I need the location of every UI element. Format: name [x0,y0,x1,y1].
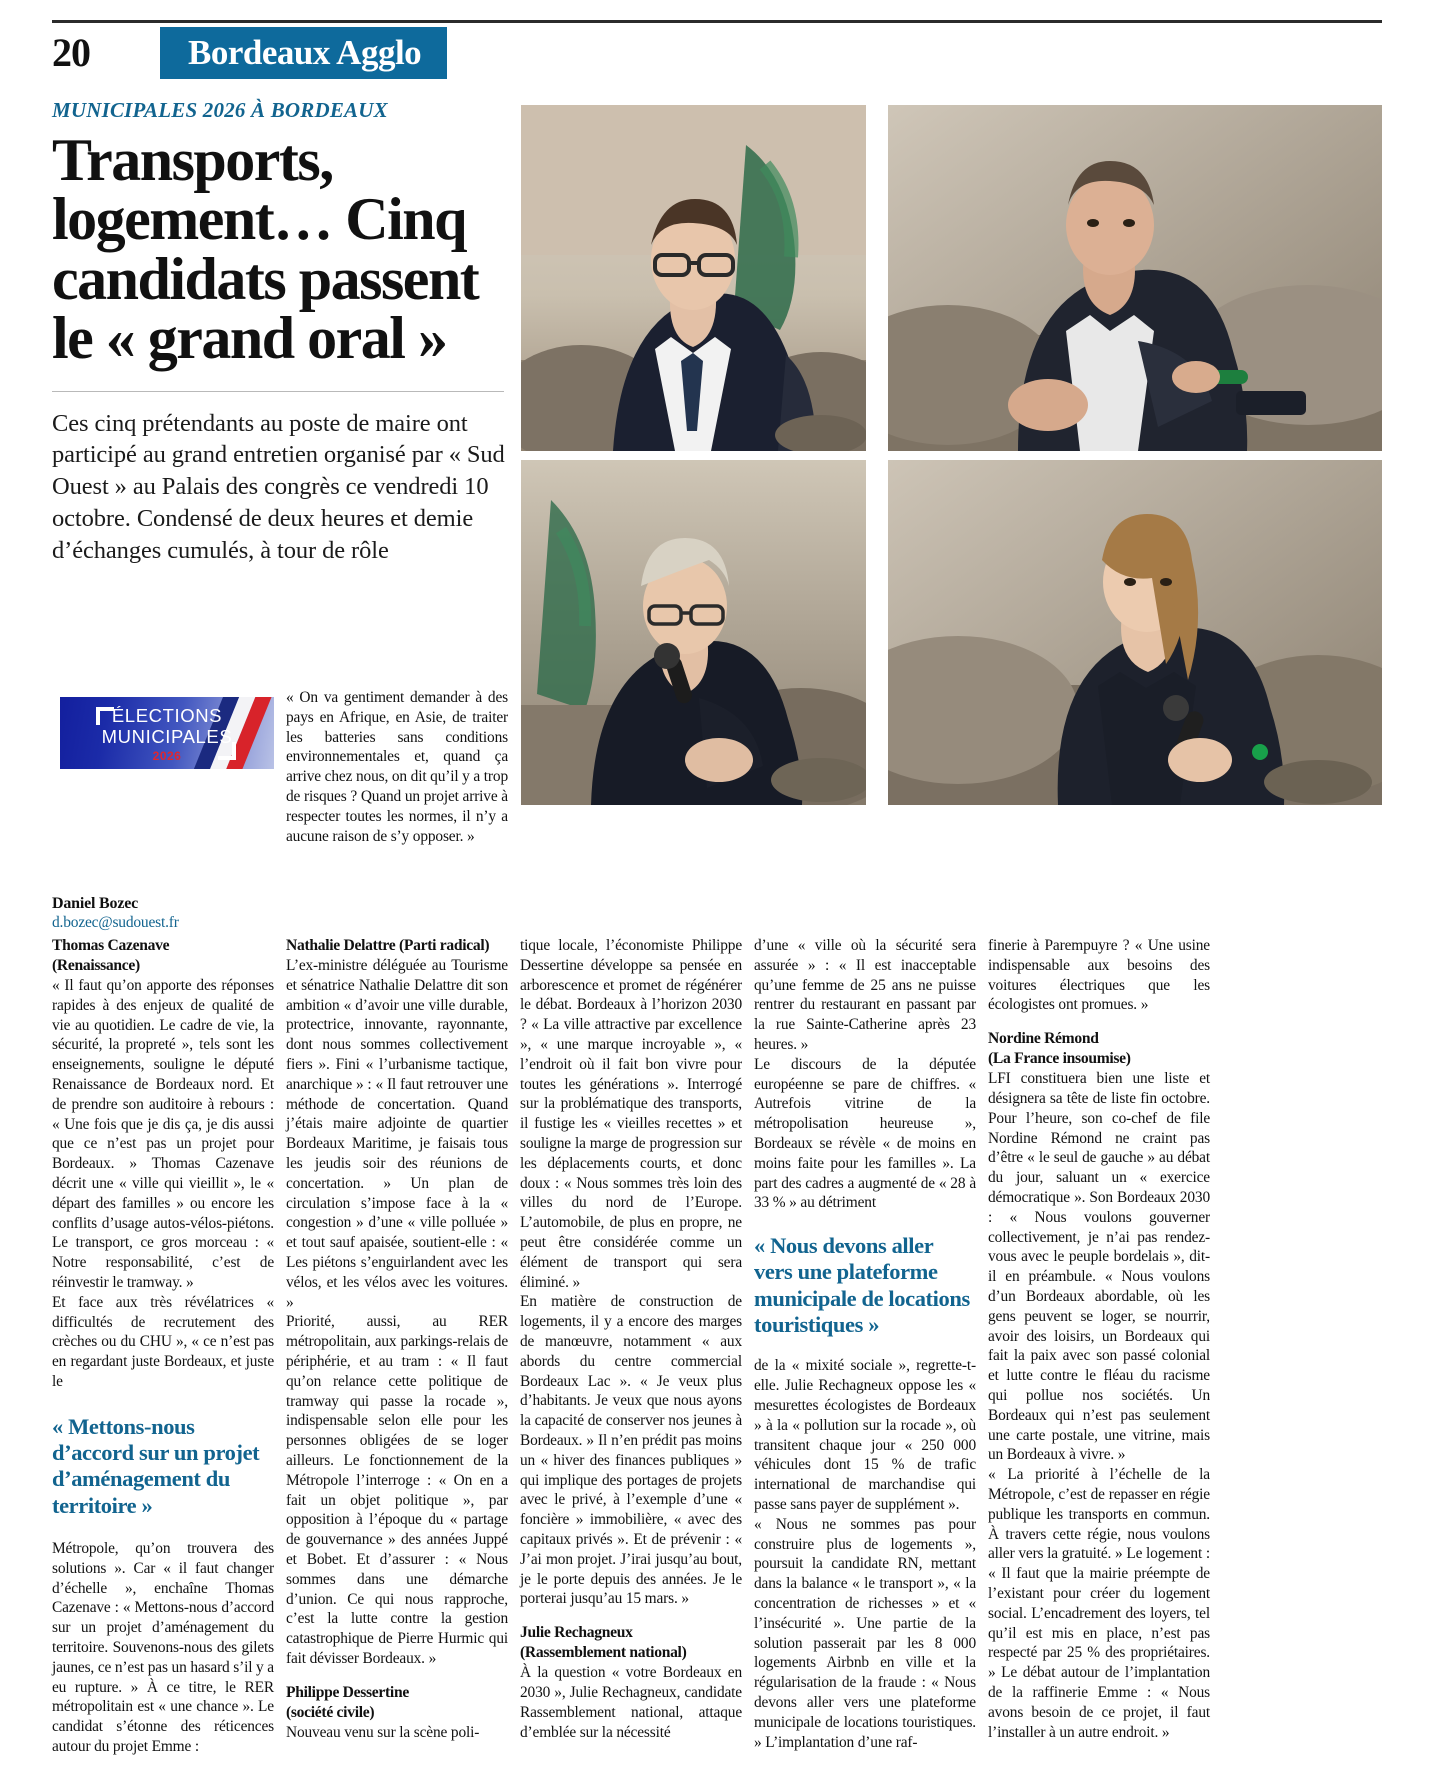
paragraph: « Il faut qu’on apporte des réponses rapides à des enjeux de qualité de vie au quotidien. Le cadre de vie, la sécurité, la propreté », tels sont les enseignements, souligne le député Renaissance de Bordeaux nord. Et de prendre son auditoire à rebours : « Une fois que je dis ça, je dis aussi que ce n’est pas un projet pour Bordeaux. » Thomas Cazenave décrit une « ville qui vieillit », le « départ des familles » ou encore les conflits d’usage autos-vélos-piétons. Le transport, ce gros morceau : « Notre responsabilité, c’est de réinvestir le tramway. » [52,977,274,1291]
speaker-party: (Rassemblement national) [520,1644,687,1662]
headline-divider [52,391,504,392]
paragraph: finerie à Parempuyre ? « Une usine indispensable aux besoins des voitures électriques que les écologistes ont promues. » [988,937,1210,1014]
paragraph: « Nous ne sommes pas pour construire plus de logements », poursuit la candidate RN, mettant dans la balance « le transport », « la concentration de richesses » et « l’insécurité ». Une partie de la solution passerait par les 8 000 logements Airbnb en ville et la régularisation de la fraude : « Nous devons aller vers une plateforme municipale de locations touristiques. » L’implantation d’une raf- [754,1515,976,1751]
speaker-party: (société civile) [286,1703,375,1721]
photo-candidate-3 [521,460,866,805]
elections-logo [60,697,274,769]
pull-quote: « Nous devons aller vers une plateforme municipale de locations touristiques » [754,1233,970,1338]
paragraph: En matière de construction de logements, il y a encore des marges de manœuvre, notamment « aux abords du centre commercial Bordeaux Lac ». « Je veux plus d’habitants. Je veux que nous ayons la capacité de conserver nos jeunes à Bordeaux. » Il n’en prédit pas moins un « hiver des finances publiques » qui implique des portages de projets avec le privé, à l’exemple d’une « foncière » immobilière, « avec des capitaux privés ». Et de prévenir : « J’ai mon projet. J’irai jusqu’au bout, je le porte depuis des années. Je le porterai jusqu’au 15 mars. » [520,1293,742,1608]
logo-year: 2026 [152,749,182,764]
section-badge: Bordeaux Agglo [160,27,447,79]
paragraph: Métropole, qu’on trouvera des solutions ». Car « il faut changer d’échelle », enchaîne Thomas Cazenave : « Mettons-nous d’accord sur un projet d’aménagement du territoire. Souvenons-nous des gilets jaunes, ce n’est pas un hasard s’il y a eu rupture. » À ce titre, le RER métropolitain est « une chance ». Le candidat s’étonne des réticences autour du projet Emme : [52,1540,274,1755]
paragraph: Et face aux très révélatrices « difficultés de recrutement des crèches ou du CHU », « ce n’est pas en regardant juste Bordeaux, et juste le [52,1293,274,1390]
photo-candidate-4 [888,460,1382,805]
byline [52,895,282,932]
article-body [52,936,1382,1755]
author-email[interactable]: d.bozec@sudouest.fr [52,914,179,931]
article-kicker: MUNICIPALES 2026 À BORDEAUX [52,98,388,122]
masthead [52,20,1382,79]
speaker-name: Nordine Rémond [988,1030,1099,1048]
paragraph-spacer [988,1015,1210,1029]
paragraph: L’ex-ministre déléguée au Tourisme et sénatrice Nathalie Delattre dit son ambition « d’avoir une ville durable, protectrice, innovante, rayonnante, dont nous sommes collectivement fiers ». Fini « l’urbanisme tactique, anarchique » : « Il faut retrouver une méthode de concertation. Quand j’étais maire adjointe de quartier Bordeaux Maritime, je faisais tous les jeudis soir des réunions de concertation. » Un plan de circulation s’impose face à la « congestion » d’une « ville polluée » et tout sauf apaisée, soutient-elle : « Les piétons s’enguirlandent avec les vélos, et les vélos avec les voitures. » [286,957,508,1311]
photo-candidate-1 [521,105,866,451]
intro-quote: « On va gentiment demander à des pays en Afrique, en Asie, de traiter les batteries sans conditions environnementales et, quand ça arrive chez nous, on dit qu’il y a trop de risques ? Quand un projet arrive à respecter toutes les normes, il n’y a aucune raison de s’y opposer. » [286,689,508,845]
headline-block [52,98,514,567]
paragraph: de la « mixité sociale », regrette-t-elle. Julie Rechagneux oppose les « mesurettes écologistes de Bordeaux » à la « pollution sur la rocade », où transitent chaque jour « 250 000 véhicules dont 15 % de trafic international de marchandise qui passe sans payer de supplément ». [754,1357,976,1513]
paragraph: tique locale, l’économiste Philippe Dessertine développe sa pensée en arborescence et promet de régénérer le débat. Bordeaux à l’horizon 2030 ? « La ville attractive par excellence », « une marque incroyable », « l’endroit où il fait bon vivre pour toutes les générations ». Interrogé sur la problématique des transports, il fustige les « vieilles recettes » et souligne la marge de progression sur les déplacements courts, et donc doux : « Nous sommes très loin des villes du nord de l’Europe. L’automobile, de plus en propre, ne peut être considérée comme un élément de transport qui sera éliminé. » [520,937,742,1291]
speaker-name: Nathalie Delattre (Parti radical) [286,937,490,954]
page-number: 20 [52,30,90,75]
article-standfirst: Ces cinq prétendants au poste de maire ont participé au grand entretien organisé par « Sud Ouest » au Palais des congrès ce vendredi 10 octobre. Condensé de deux heures et demie d’échanges cumulés, à tour de rôle [52,409,505,564]
speaker-party: (La France insoumise) [988,1050,1131,1068]
column-3 [520,936,742,1742]
logo-line-2: MUNICIPALES [101,725,233,747]
page-title: Transports, logement… Cinq candidats passent le « grand oral » [52,127,479,372]
photo-grid [521,105,1382,805]
author-name: Daniel Bozec [52,895,139,912]
pull-quote: « Mettons-nous d’accord sur un projet d’aménagement du territoire » [52,1413,260,1518]
masthead-rule [52,20,1382,23]
speaker-name: Thomas Cazenave [52,937,170,954]
column-2 [286,936,508,1743]
paragraph-spacer [286,1669,508,1683]
speaker-party: (Renaissance) [52,957,140,975]
paragraph: Nouveau venu sur la scène poli- [286,1723,480,1741]
paragraph: « La priorité à l’échelle de la Métropole, c’est de repasser en régie publique les transports en commun. À travers cette régie, nous voulons aller vers la gratuité. » Le logement : « Il faut que la mairie préempte de l’existant pour créer du logement social. L’encadrement des loyers, tel qu’il est mis en place, n’est pas respecté par 25 % des propriétaires. » Le débat autour de l’implantation de la raffinerie Emme : « Nous avons besoin de ce projet, il faut l’installer à un autre endroit. » [988,1466,1210,1741]
column-5 [988,936,1210,1742]
logo-line-1: ÉLECTIONS [111,705,223,726]
paragraph-spacer [520,1609,742,1623]
paragraph: Le discours de la députée européenne se pare de chiffres. « Autrefois vitrine de la métropolisation heureuse », Bordeaux se révèle « de moins en moins faite pour les familles ». La part des cadres a augmenté de « 28 à 33 % » au détriment [754,1055,976,1212]
paragraph: À la question « votre Bordeaux en 2030 », Julie Rechagneux, candidate Rassemblement national, attaque d’emblée sur la nécessité [520,1664,742,1741]
paragraph: Priorité, aussi, au RER métropolitain, aux parkings-relais de périphérie, et au tram : « Il faut qu’on relance cette politique de tramway qui passe la rocade », indispensable selon elle pour les personnes obligées de se loger ailleurs. Le fonctionnement de la Métropole l’interroge : « On en a fait un objet politique », par opposition à l’époque du « partage de gouvernance » des années Juppé et Bobet. Et d’assurer : « Nous sommes dans une démarche d’union. Ce qui nous rapproche, c’est la lutte contre la gestion catastrophique de Pierre Hurmic qui fait dévisser Bordeaux. » [286,1313,508,1667]
paragraph: d’une « ville où la sécurité sera assurée » : « Il est inacceptable qu’une femme de 25 ans ne puisse rentrer du restaurant en passant par la rue Sainte-Catherine après 23 heures. » [754,937,976,1053]
column-1 [52,936,274,1757]
photo-candidate-2 [888,105,1382,451]
paragraph: LFI constituera bien une liste et désignera sa tête de liste fin octobre. Pour l’heure, son co-chef de file Nordine Rémond ne craint pas d’être « le seul de gauche » au débat du jour, saluant un « exercice démocratique ». Son Bordeaux 2030 : « Nous voulons gouverner collectivement, je n’ai pas rendez-vous avec le peuple bordelais », dit-il en préambule. « Nous voulons d’un Bordeaux abordable, où les gens peuvent se loger, se nourrir, avoir des loisirs, un Bordeaux qui fait la paix avec son passé colonial et lutte contre le fléau du racisme qui pollue nos sociétés. Un Bordeaux qui n’est pas seulement une carte postale, une vitrine, mais un Bordeaux à vivre. » [988,1070,1210,1464]
speaker-name: Philippe Dessertine [286,1683,409,1701]
column-4 [754,936,976,1752]
speaker-name: Julie Rechagneux [520,1624,633,1642]
